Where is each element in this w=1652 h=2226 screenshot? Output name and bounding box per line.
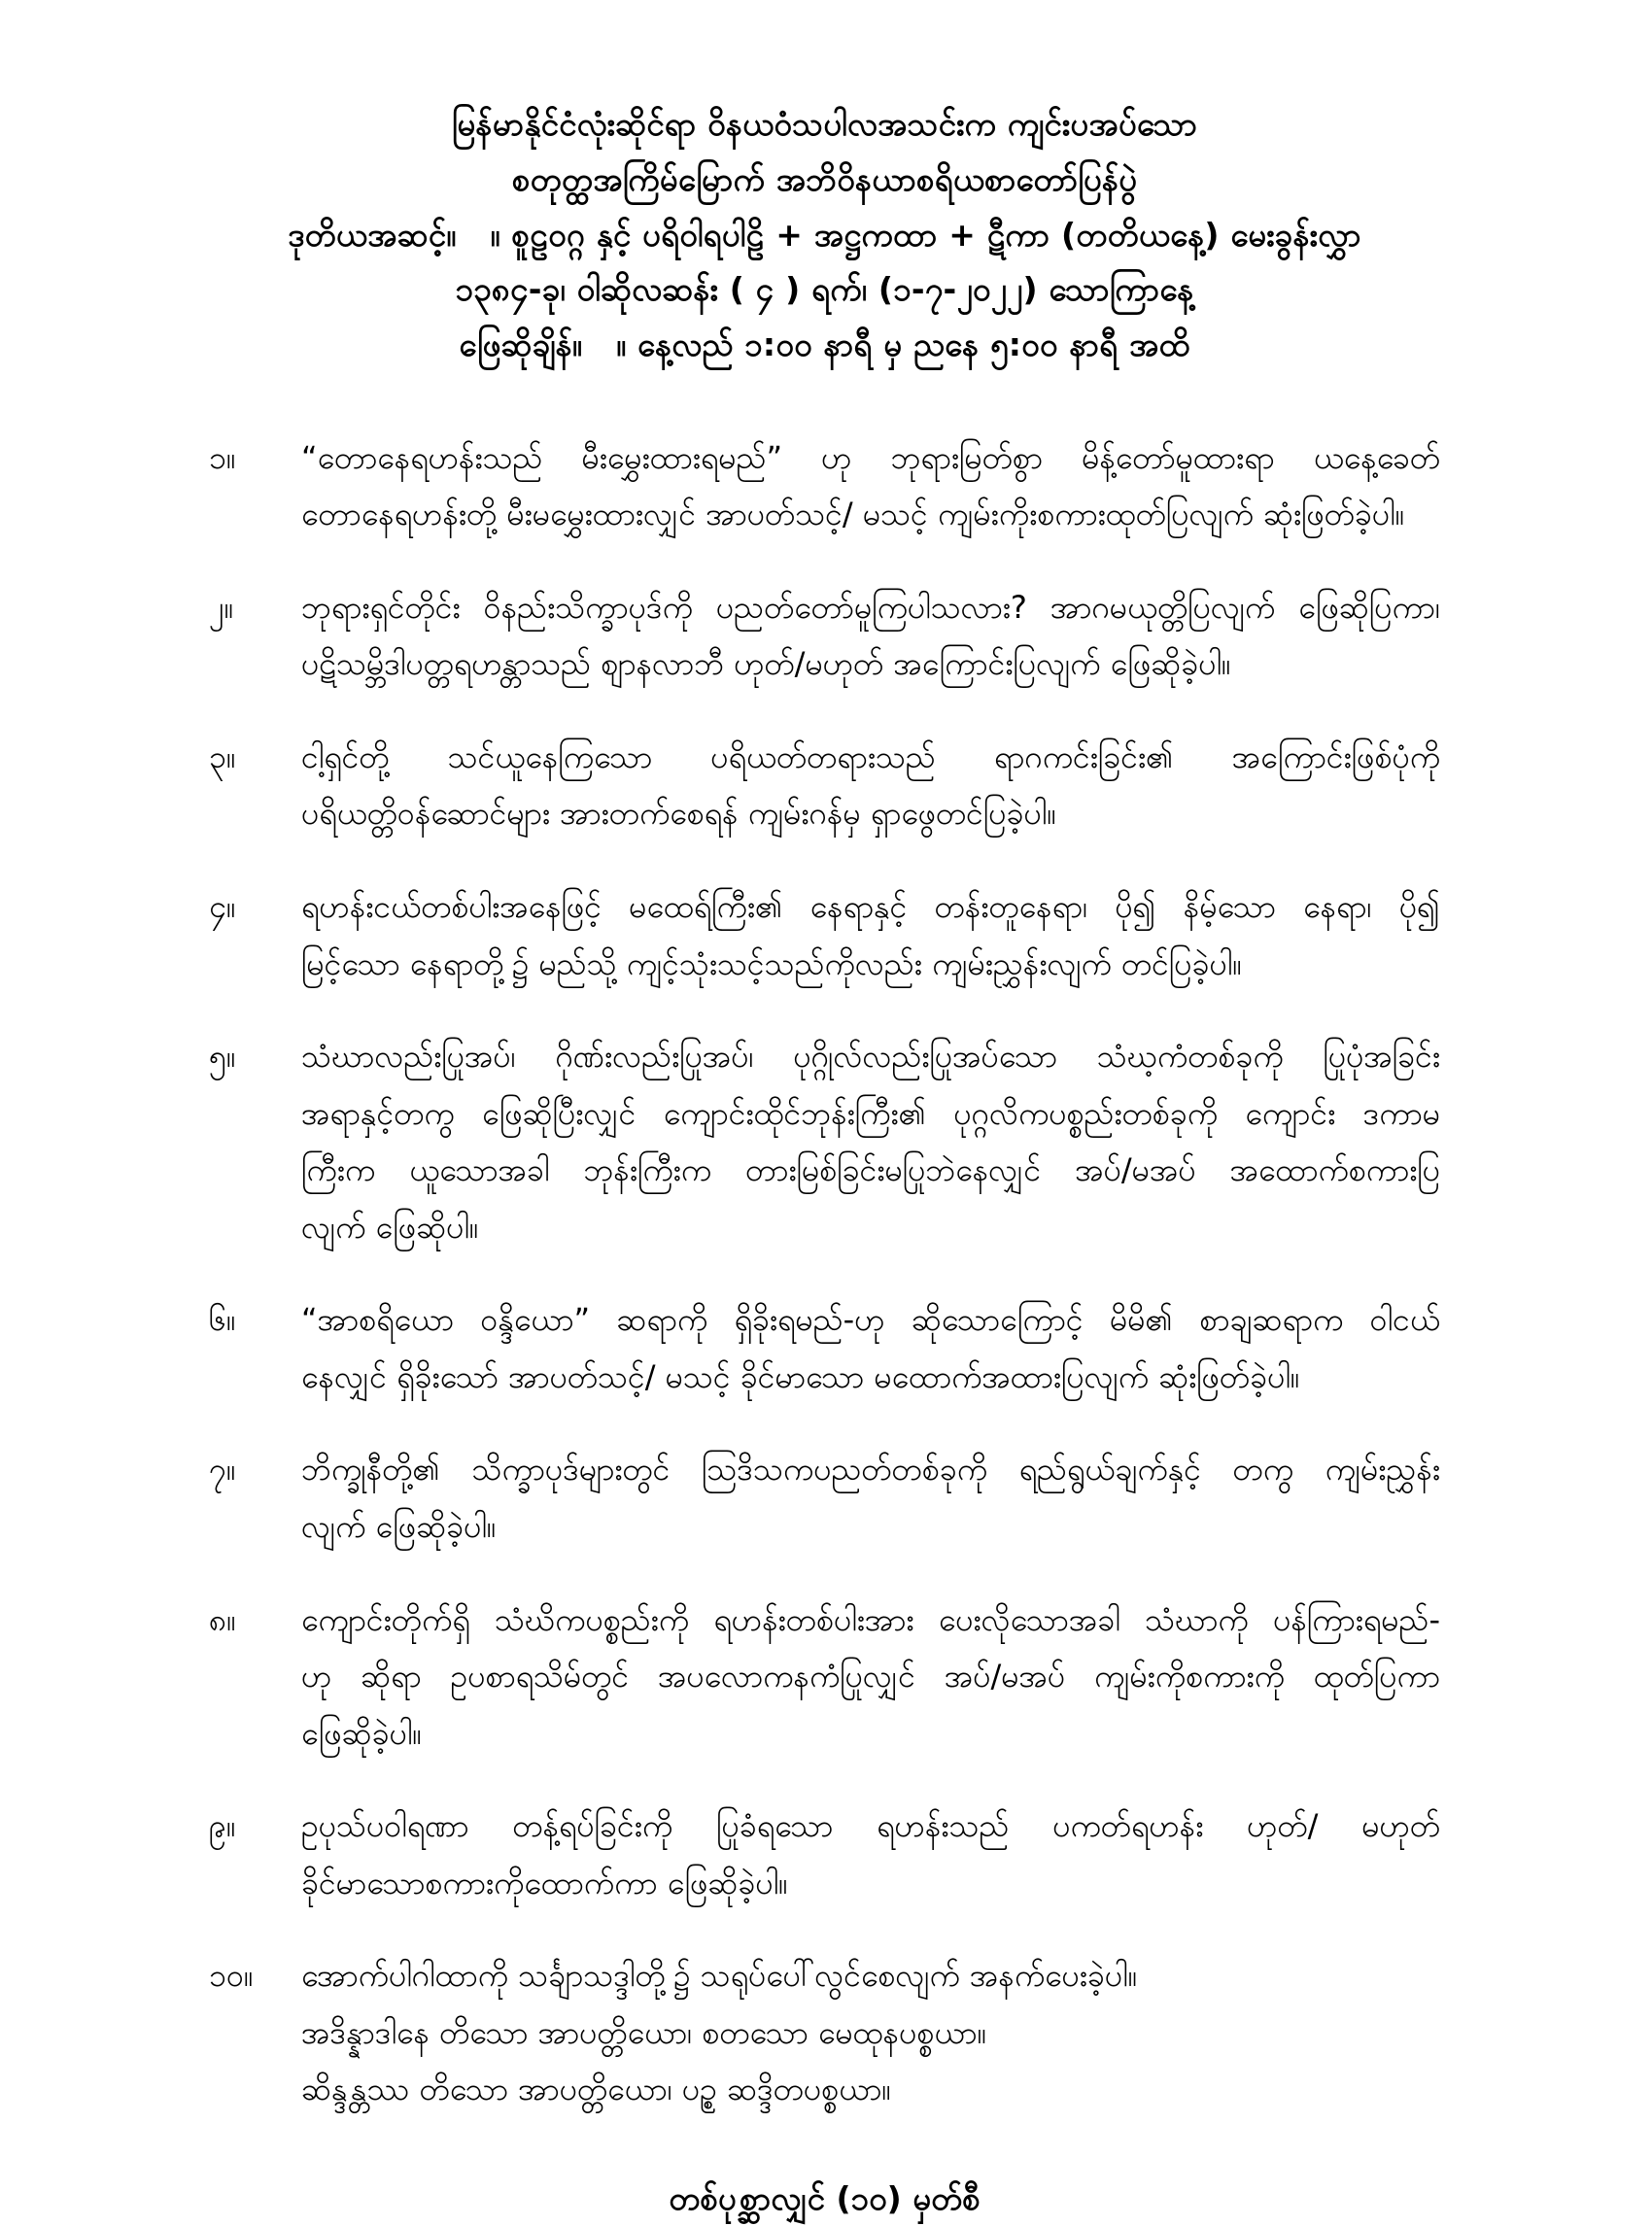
header-exam-title-line: စတုတ္ထအကြိမ်မြောက် အဘိဝိနယာစရိယစာတော်ပြန်ပွဲ	[511, 159, 1138, 198]
verse-line: အဒိန္နာဒါနေ တိသော အာပတ္တိယော၊ စတသော မေထုနပစ္စယာ။	[301, 2013, 987, 2051]
question-line: “တောနေရဟန်းသည် မီးမွှေးထားရမည်” ဟု ဘုရားမြတ်စွာ မိန့်တော်မူထားရာ ယနေ့ခေတ်	[301, 438, 1440, 476]
question-line: ရဟန်းငယ်တစ်ပါးအနေဖြင့် မထေရ်ကြီး၏ နေရာနှင့် တန်းတူနေရာ၊ ပို၍ နိမ့်သော နေရာ၊ ပို၍	[301, 888, 1441, 926]
question-8	[209, 1592, 1440, 1763]
question-line: ပဋိသမ္ဘိဒါပတ္တရဟန္တာသည် စျာနလာဘီ ဟုတ်/မဟုတ် အကြောင်းပြလျက် ဖြေဆိုခဲ့ပါ။	[301, 645, 1231, 683]
question-number: ၈။	[209, 1600, 236, 1638]
question-text	[301, 1947, 1440, 2118]
question-text	[301, 1028, 1440, 1255]
question-2	[209, 579, 1440, 693]
question-line: အရာနှင့်တကွ ဖြေဆိုပြီးလျှင် ကျောင်းထိုင်ဘုန်းကြီး၏ ပုဂ္ဂလိကပစ္စည်းတစ်ခုကို ကျောင်း ဒကာမ	[301, 1094, 1440, 1132]
question-number: ၂။	[209, 588, 234, 626]
question-line: ကြီးက ယူသောအခါ ဘုန်းကြီးက တားမြစ်ခြင်းမပြုဘဲနေလျှင် အပ်/မအပ် အထောက်စကားပြ	[301, 1151, 1440, 1189]
question-number: ၁။	[209, 438, 236, 476]
question-text	[301, 878, 1440, 992]
question-6	[209, 1291, 1440, 1405]
question-number: ၃။	[209, 737, 236, 775]
question-line: “အာစရိယော ဝန္ဒိယော” ဆရာကို ရှိခိုးရမည်-ဟု ဆိုသောကြောင့် မိမိ၏ စာချဆရာက ဝါငယ်	[301, 1301, 1440, 1339]
header-level-subjects-line: ဒုတိယအဆင့်။ ။ စူဠဝဂ္ဂ နှင့် ပရိဝါရပါဠိ + အဋ္ဌကထာ + ဋီကာ (တတိယနေ့) မေးခွန်းလွှာ	[288, 215, 1361, 254]
question-line: အောက်ပါဂါထာကို သင်္ချာသဒ္ဒါတို့၌ သရုပ်ပေါ်လွင်စေလျက် အနက်ပေးခဲ့ပါ။	[301, 1957, 1138, 1995]
question-1	[209, 429, 1440, 543]
question-text	[301, 1291, 1440, 1405]
header-date-line: ၁၃၈၄-ခု၊ ဝါဆိုလဆန်း ( ၄ ) ရက်၊ (၁-၇-၂၀၂၂) သောကြာနေ့	[455, 270, 1194, 309]
question-text	[301, 1798, 1440, 1911]
question-line: လျက် ဖြေဆိုခဲ့ပါ။	[301, 1507, 497, 1545]
question-number: ၄။	[209, 888, 236, 926]
question-3	[209, 729, 1440, 842]
question-line: ဘုရားရှင်တိုင်း ဝိနည်းသိက္ခာပုဒ်ကို ပညတ်တော်မူကြပါသလား? အာဂမယုတ္တိပြလျက် ဖြေဆိုပြကာ၊	[301, 588, 1440, 626]
header-association-line: မြန်မာနိုင်ငံလုံးဆိုင်ရာ ဝိနယဝံသပါလအသင်းက ကျင်းပအပ်သော	[451, 105, 1198, 143]
question-4	[209, 878, 1440, 992]
question-number: ၁၀။	[209, 1957, 254, 1995]
question-5	[209, 1028, 1440, 1255]
header-time-line: ဖြေဆိုချိန်။ ။ နေ့လည် ၁:၀၀ နာရီ မှ ညနေ ၅:၀၀ နာရီ အထိ	[459, 325, 1190, 363]
question-line: ကျောင်းတိုက်ရှိ သံဃိကပစ္စည်းကို ရဟန်းတစ်ပါးအား ပေးလိုသောအခါ သံဃာကို ပန်ကြားရမည်-	[301, 1600, 1440, 1638]
question-list	[209, 429, 1440, 2118]
question-line: ဖြေဆိုခဲ့ပါ။	[301, 1714, 423, 1752]
question-number: ၆။	[209, 1301, 236, 1339]
marks-note: တစ်ပုစ္ဆာလျှင် (၁၀) မှတ်စီ	[669, 2178, 981, 2217]
question-text	[301, 729, 1440, 842]
question-10	[209, 1947, 1440, 2118]
question-number: ၉။	[209, 1807, 236, 1845]
question-text	[301, 1592, 1440, 1763]
question-line: ငါ့ရှင်တို့ သင်ယူနေကြသော ပရိယတ်တရားသည် ရာဂကင်းခြင်း၏ အကြောင်းဖြစ်ပုံကို	[301, 737, 1440, 775]
question-line: တောနေရဟန်းတို့ မီးမမွှေးထားလျှင် အာပတ်သင့်/ မသင့် ကျမ်းကိုးစကားထုတ်ပြလျက် ဆုံးဖြတ်ခဲ့ပါ။	[301, 496, 1405, 533]
question-line: ဘိက္ခုနီတို့၏ သိက္ခာပုဒ်များတွင် သြဒိသကပညတ်တစ်ခုကို ရည်ရွယ်ချက်နှင့် တကွ ကျမ်းညွှန်း	[301, 1451, 1440, 1489]
question-9	[209, 1798, 1440, 1911]
question-line: ပရိယတ္တိဝန်ဆောင်များ အားတက်စေရန် ကျမ်းဂန်မှ ရှာဖွေတင်ပြခဲ့ပါ။	[301, 795, 1057, 833]
question-line: လျက် ဖြေဆိုပါ။	[301, 1208, 479, 1246]
question-7	[209, 1441, 1440, 1555]
question-text	[301, 429, 1440, 543]
question-line: ခိုင်မာသောစကားကိုထောက်ကာ ဖြေဆိုခဲ့ပါ။	[301, 1864, 788, 1901]
question-number: ၅။	[209, 1038, 236, 1076]
question-number: ၇။	[209, 1451, 236, 1489]
question-line: မြင့်သော နေရာတို့၌ မည်သို့ ကျင့်သုံးသင့်သည်ကိုလည်း ကျမ်းညွှန်းလျက် တင်ပြခဲ့ပါ။	[301, 944, 1243, 982]
question-text	[301, 1441, 1440, 1555]
verse-line: ဆိန္ဒန္တဿ တိသော အာပတ္တိယော၊ ပဉ္စ ဆဒ္ဒိတပစ္စယာ။	[301, 2071, 892, 2108]
question-line: သံဃာလည်းပြုအပ်၊ ဂိုဏ်းလည်းပြုအပ်၊ ပုဂ္ဂိုလ်လည်းပြုအပ်သော သံဃ့ကံတစ်ခုကို ပြုပုံအခြင်း	[301, 1038, 1440, 1076]
question-line: ဟု ဆိုရာ ဥပစာရသိမ်တွင် အပလောကနကံပြုလျှင် အပ်/မအပ် ကျမ်းကိုစကားကို ထုတ်ပြကာ	[301, 1658, 1440, 1695]
document-header	[209, 97, 1440, 373]
question-line: နေလျှင် ရှိခိုးသော် အာပတ်သင့်/ မသင့် ခိုင်မာသော မထောက်အထားပြလျက် ဆုံးဖြတ်ခဲ့ပါ။	[301, 1357, 1300, 1395]
question-line: ဥပုသ်ပဝါရဏာ တန့်ရပ်ခြင်းကို ပြုခံရသော ရဟန်းသည် ပကတ်ရဟန်း ဟုတ်/ မဟုတ်	[301, 1807, 1440, 1845]
question-text	[301, 579, 1440, 693]
